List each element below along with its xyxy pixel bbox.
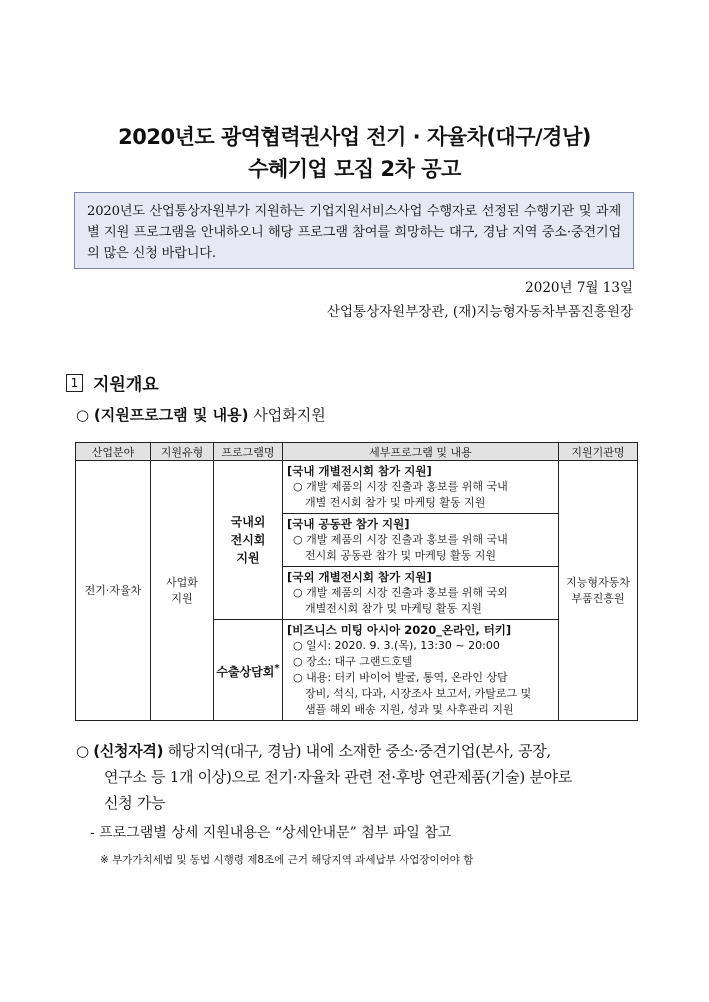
header-industry: 산업분야 [76, 443, 151, 461]
detail-line: 전시회 공동관 참가 및 마케팅 활동 지원 [305, 549, 496, 562]
footnote-mark: * [274, 662, 280, 674]
detail-line: 장비, 석식, 다과, 시장조사 보고서, 카탈로그 및 [305, 687, 532, 700]
header-agency: 지원기관명 [559, 443, 638, 461]
program-export-label: 수출상담회 [216, 664, 275, 679]
notice-date: 2020년 7월 13일 [525, 280, 633, 296]
support-type-cell [151, 461, 214, 721]
section-number: 1 [66, 374, 83, 392]
page-subtitle: 수혜기업 모집 2차 공고 [248, 157, 461, 181]
header-detail: 세부프로그램 및 내용 [283, 443, 559, 461]
detail-title: [국내 공동관 참가 지원] [287, 517, 410, 531]
program-export-cell [214, 620, 283, 721]
detail-cell [283, 461, 559, 514]
tax-note: ※ 부가가치세법 및 동법 시행령 제8조에 근거 해당지역 과세납부 사업장이어야 함 [100, 854, 474, 866]
detail-title: [국내 개별전시회 참가 지원] [287, 464, 432, 478]
detail-line: ○ 일시: 2020. 9. 3.(목), 13:30 ~ 20:00 [293, 639, 500, 652]
support-table [75, 442, 638, 721]
table-header-row [76, 443, 638, 461]
eligibility-line: 신청 가능 [104, 794, 166, 812]
header-program: 프로그램명 [214, 443, 283, 461]
detail-note: - 프로그램별 상세 지원내용은 “상세안내문” 첨부 파일 참고 [90, 825, 452, 841]
eligibility-paragraph [76, 738, 642, 816]
notice-box: 2020년도 산업통상자원부가 지원하는 기업지원서비스사업 수행자로 선정된 수행기관 및 과제별 지원 프로그램을 안내하오니 해당 프로그램 참여를 희망하는 대구, 경남 지역 중소·중견기업의 많은 신청 바랍니다. [74, 192, 634, 269]
support-type-line: 사업화 [166, 575, 198, 589]
eligibility-text: 해당지역(대구, 경남) 내에 소재한 중소·중견기업(본사, 공장, [167, 742, 551, 760]
detail-line: 샘플 해외 배송 지원, 성과 및 사후관리 지원 [305, 703, 514, 716]
circle-bullet-icon: ○ [76, 742, 89, 760]
table-row [76, 461, 638, 514]
circle-bullet-icon: ○ [76, 406, 90, 424]
eligibility-line: 연구소 등 1개 이상)으로 전기·자율차 관련 전·후방 연관제품(기술) 분야로 [104, 768, 572, 786]
eligibility-label: (신청자격) [93, 742, 164, 760]
program-line: 국내외 [230, 515, 266, 529]
agency-line: 부품진흥원 [571, 591, 625, 605]
agency-line: 지능형자동차 [566, 575, 630, 589]
detail-line: ○ 개발 제품의 시장 진출과 홍보를 위해 국내 [293, 480, 508, 493]
subheading-label: (지원프로그램 및 내용) [93, 406, 249, 424]
program-subheading [76, 404, 326, 425]
support-type-line: 지원 [171, 591, 193, 605]
page-title: 2020년도 광역협력권사업 전기 · 자율차(대구/경남) [118, 125, 591, 149]
detail-line: ○ 개발 제품의 시장 진출과 홍보를 위해 국내 [293, 533, 508, 546]
program-line: 전시회 [230, 533, 266, 547]
detail-cell [283, 567, 559, 620]
detail-cell [283, 620, 559, 721]
program-line: 지원 [236, 551, 260, 565]
header-support-type: 지원유형 [151, 443, 214, 461]
detail-cell [283, 514, 559, 567]
agency-cell [559, 461, 638, 721]
program-exhibition-cell [214, 461, 283, 620]
issuer: 산업통상자원부장관, (재)지능형자동차부품진흥원장 [326, 304, 633, 320]
detail-line: 개별 전시회 참가 및 마케팅 활동 지원 [305, 496, 486, 509]
detail-line: ○ 장소: 대구 그랜드호텔 [293, 655, 413, 668]
eligibility-line [76, 738, 642, 764]
section-title: 지원개요 [93, 375, 159, 395]
detail-line: 개별전시회 참가 및 마케팅 활동 지원 [305, 602, 482, 615]
detail-title: [국외 개별전시회 참가 지원] [287, 570, 432, 584]
industry-cell: 전기·자율차 [76, 461, 151, 721]
detail-line: ○ 내용: 터키 바이어 발굴, 통역, 온라인 상담 [293, 671, 508, 684]
section-heading [66, 370, 159, 395]
detail-title: [비즈니스 미팅 아시아 2020_온라인, 터키] [287, 623, 512, 637]
subheading-text: 사업화지원 [253, 406, 326, 424]
detail-line: ○ 개발 제품의 시장 진출과 홍보를 위해 국외 [293, 586, 508, 599]
